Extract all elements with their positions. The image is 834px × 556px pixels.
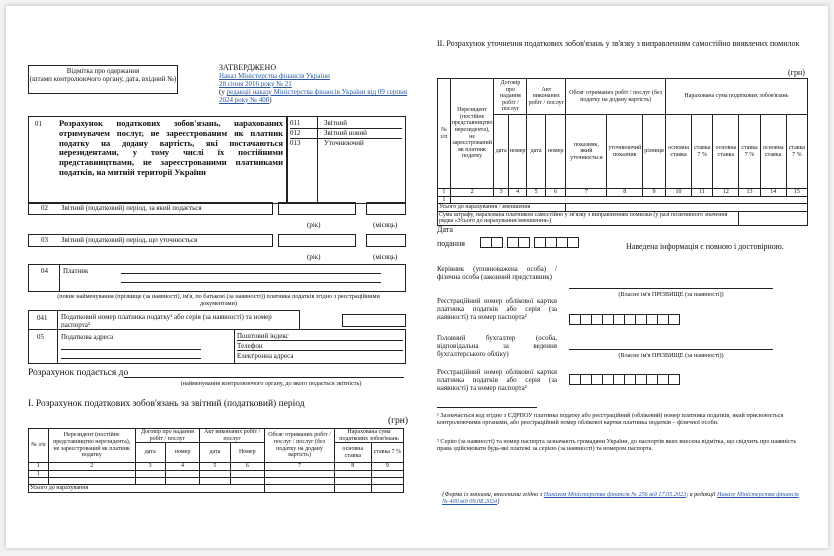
accountant-reg-number-input[interactable] xyxy=(569,372,679,390)
row-03-year-input[interactable] xyxy=(278,234,356,247)
row-03-month-input[interactable] xyxy=(366,234,406,247)
accountant-name-line[interactable] xyxy=(569,349,773,350)
s2-total-cells[interactable] xyxy=(566,204,808,212)
row-04-code: 04 xyxy=(41,267,48,275)
row-03-label: Звітний (податковий) період, що уточнюється xyxy=(61,236,198,244)
row-02-label: Звітний (податковий) період, за який подається xyxy=(61,204,202,212)
form-note-link-1[interactable]: Наказом Міністерства фінансів № 256 від 17.05.2023 xyxy=(543,491,687,498)
s1-num-4: 4 xyxy=(165,463,199,471)
section-2-currency: (грн) xyxy=(788,68,805,77)
address-line-1[interactable] xyxy=(61,349,201,350)
s2-num-2: 2 xyxy=(450,189,494,197)
s1-row-2-cell[interactable] xyxy=(135,478,165,485)
confirmation-text: Наведена інформація є повною і достовірною. xyxy=(626,242,784,251)
type-label-013: Уточнюючий xyxy=(324,139,364,147)
s2-fine-label: Сума штрафу, нарахована платником самостійно у зв'язку з виправленням помилки (у разі позитивного значення рядка «Усього до нарахування/зменшення») xyxy=(438,211,739,225)
s2-row-1-n: 1 xyxy=(438,196,451,204)
accountant-reg-label: Реєстраційний номер облікової картки платника податків або серія (за наявності) та номер паспорта² xyxy=(437,368,557,392)
section-2-table xyxy=(437,78,808,226)
form-sheet xyxy=(6,6,828,548)
s1-total-rate7[interactable] xyxy=(371,485,403,493)
form-note-mid: ; в редакції xyxy=(686,491,717,498)
s1-num-5: 5 xyxy=(200,463,230,471)
s1-row-1-n: 1 xyxy=(29,470,49,478)
form-title: Розрахунок податкових зобов'язань, нарахованих отримувачем послуг, не зареєстрованим як платник податку на додану вартість, які постачаються нерезидентами, у тому числі їх постійними представництвами, не зареєстрованими платниками податків, на митній території України xyxy=(59,118,283,177)
s2-num-14: 14 xyxy=(760,189,786,197)
s1-row-1-cell[interactable] xyxy=(135,470,165,478)
s1-row-1-cell[interactable] xyxy=(265,470,335,478)
s2-fine-value[interactable] xyxy=(739,211,808,225)
accountant-name-caption: (Власне ім'я ПРІЗВИЩЕ (за наявності)) xyxy=(618,352,724,359)
s2-num-9: 9 xyxy=(643,189,666,197)
form-note-suffix: } xyxy=(497,498,500,505)
s1-head-number: номер xyxy=(165,443,199,463)
submitted-to-note: (найменування контролюючого органу, до якого подається звітність) xyxy=(180,380,362,387)
s1-row-2-cell[interactable] xyxy=(230,478,264,485)
s1-row-1-cell[interactable] xyxy=(200,470,230,478)
s2-head-diff: різниця xyxy=(643,115,666,189)
s1-num-7: 7 xyxy=(265,463,335,471)
s1-row-2-cell[interactable] xyxy=(29,478,49,485)
s2-head-date: дата xyxy=(494,115,508,189)
s1-head-base: основна ставка xyxy=(335,443,372,463)
row-041 xyxy=(28,310,300,330)
submission-date-input[interactable]: . . xyxy=(480,235,578,253)
row-03-month-caption: (місяць) xyxy=(373,253,398,261)
row-04-note: (повне найменування (прізвище (за наявності), ім'я, по батькові (за наявності)) платника податків згідно з реєстраційними документами) xyxy=(57,293,380,307)
s1-head-number2: Номер xyxy=(230,443,264,463)
s2-head-volume: Обсяг отриманих робіт / послуг (без податку на додану вартість) xyxy=(566,79,665,115)
s2-num-1: 1 xyxy=(438,189,451,197)
s2-head-nonres: Нерезидент (постійне представництво нерезидента), не зареєстрований як платник податку xyxy=(450,79,494,189)
s1-row-1-cell[interactable] xyxy=(165,470,199,478)
order-link[interactable]: Наказ Міністерства фінансів України xyxy=(219,72,330,80)
row-02-code: 02 xyxy=(41,204,48,212)
s2-num-6: 6 xyxy=(545,189,566,197)
s1-row-2-cell[interactable] xyxy=(265,478,335,485)
row-03-year-caption: (рік) xyxy=(307,253,321,261)
payer-name-line-1[interactable] xyxy=(121,273,381,274)
s1-num-9: 9 xyxy=(371,463,403,471)
section-2-title: ІІ. Розрахунок уточнення податкових зобов'язань у зв'язку з виправленням самостійно виявлених помилок xyxy=(437,39,800,48)
type-code-013: 013 xyxy=(290,139,301,147)
s2-head-clar: уточнюючий показник xyxy=(607,115,643,189)
s2-head-date2: дата xyxy=(527,115,545,189)
payer-name-line-2[interactable] xyxy=(121,282,381,283)
s1-row-1-cell[interactable] xyxy=(371,470,403,478)
s2-num-11: 11 xyxy=(692,189,713,197)
row-05 xyxy=(28,329,406,364)
type-label-012: Звітний новий xyxy=(324,129,367,137)
address-line-2[interactable] xyxy=(61,358,201,359)
email-field[interactable]: Електронна адреса xyxy=(237,352,294,360)
row-03-code: 03 xyxy=(41,236,48,244)
row-03 xyxy=(28,234,273,247)
postal-index-field[interactable]: Поштовий індекс xyxy=(237,332,403,341)
s1-head-act: Акт виконаних робіт / послуг xyxy=(200,429,265,443)
report-type-box xyxy=(286,116,406,204)
footnote-1: ¹ Зазначається код згідно з ЄДРПОУ платника податку або реєстраційний (обліковий) номер платника податків, який присвоюється контролюючими органами, або реєстраційний номер облікової картки платника податків – фізичної особи. xyxy=(437,412,784,426)
form-note-link-2[interactable]: Наказу Міністерства фінансів № 400 від 09.08.2024 xyxy=(442,491,799,505)
s2-head-n: № з/п xyxy=(438,79,451,189)
s1-head-tax: Нарахована сума податкових зобов'язань xyxy=(335,429,404,443)
head-label: Керівник (уповноважена особа) / фізична особа (законний представник) xyxy=(437,265,557,281)
s1-row-2-cell[interactable] xyxy=(335,478,372,485)
form-title-box xyxy=(28,116,288,204)
s2-num-13: 13 xyxy=(739,189,760,197)
s2-head-act: Акт виконаних робіт / послуг xyxy=(527,79,566,115)
s1-num-6: 6 xyxy=(230,463,264,471)
receipt-stamp-box: Відмітка про одержання (штамп контролюючого органу, дата, вхідний №) xyxy=(28,65,178,94)
row-04 xyxy=(28,264,406,292)
s2-num-5: 5 xyxy=(527,189,545,197)
footnote-2: ² Серію (за наявності) та номер паспорта зазначають громадяни України, до паспортів яких внесена відмітка, що свідчить про наявність права здійснювати будь-які платежі за серією (за наявності) та номером паспорта. xyxy=(437,438,797,452)
s2-num-15: 15 xyxy=(786,189,807,197)
s2-row-1-cells[interactable] xyxy=(450,196,807,204)
s1-row-1-cell[interactable] xyxy=(48,470,135,478)
s1-row-1-cell[interactable] xyxy=(335,470,372,478)
approval-block xyxy=(219,63,409,104)
phone-field[interactable]: Телефон xyxy=(237,342,403,351)
s1-row-2-cell[interactable] xyxy=(48,478,135,485)
head-reg-number-input[interactable] xyxy=(569,312,679,330)
order-date-link[interactable]: 28 січня 2016 року № 21 xyxy=(219,80,292,88)
edit-prefix: (у xyxy=(219,88,227,96)
s1-total-volume[interactable] xyxy=(265,485,335,493)
row-041-label: Податковий номер платника податку¹ або серія (за наявності) та номер паспорта² xyxy=(61,313,272,329)
s2-head-shown: показник, який уточнюється xyxy=(566,115,607,189)
s1-total-label: Усього до нарахування xyxy=(29,485,265,493)
s1-head-date: дата xyxy=(135,443,165,463)
form-note-prefix: {Форма із змінами, внесеними згідно з xyxy=(442,491,544,498)
row-code-01: 01 xyxy=(35,120,42,128)
s2-head-r7-3: ставка 7 % xyxy=(786,115,807,189)
s2-head-contract: Договір про надання робіт / послуг xyxy=(494,79,527,115)
approved-title: ЗАТВЕРДЖЕНО xyxy=(219,63,277,72)
s2-num-8: 8 xyxy=(607,189,643,197)
s1-row-2-cell[interactable] xyxy=(371,478,403,485)
row-02 xyxy=(28,202,273,215)
head-name-caption: (Власне ім'я ПРІЗВИЩЕ (за наявності)) xyxy=(618,291,724,298)
s2-head-tax: Нарахована сума податкових зобов'язань xyxy=(665,79,807,115)
head-name-line[interactable] xyxy=(569,288,773,289)
s2-num-3: 3 xyxy=(494,189,508,197)
s2-head-number2: номер xyxy=(545,115,566,189)
footnote-divider xyxy=(437,407,537,408)
section-1-title: І. Розрахунок податкових зобов'язань за звітний (податковий) період xyxy=(28,399,305,409)
accountant-label: Головний бухгалтер (особа, відповідальна за ведення бухгалтерського обліку) xyxy=(437,334,557,358)
s1-head-volume: Обсяг отриманих робіт / послуг / послуг (без податку на додану вартість) xyxy=(265,429,335,463)
form-amendment-note xyxy=(442,491,804,505)
date-label: Дата xyxy=(437,225,453,234)
edit-order-link[interactable]: редакції наказу Міністерства фінансів України від 09 серпня 2024 року № 400 xyxy=(219,88,408,104)
submitted-to-line[interactable] xyxy=(124,377,404,378)
s2-head-r7-2: ставка 7 % xyxy=(739,115,760,189)
row-041-code: 041 xyxy=(37,314,48,322)
s2-head-base-2: основна ставка xyxy=(713,115,739,189)
type-label-011: Звітний xyxy=(324,119,348,127)
s1-head-rate7: ставка 7 % xyxy=(371,443,403,463)
tax-number-input[interactable] xyxy=(342,314,406,327)
type-code-012: 012 xyxy=(290,129,301,137)
s1-head-date2: дата xyxy=(200,443,230,463)
s1-num-3: 3 xyxy=(135,463,165,471)
submission-label: подання xyxy=(437,239,465,248)
type-code-011: 011 xyxy=(290,119,301,127)
s1-num-1: 1 xyxy=(29,463,49,471)
s1-row-2-cell[interactable] xyxy=(165,478,199,485)
row-05-label: Податкова адреса xyxy=(61,333,114,341)
s1-total-base[interactable] xyxy=(335,485,372,493)
s1-num-2: 2 xyxy=(48,463,135,471)
row-04-label: Платник xyxy=(63,267,89,275)
s2-head-r7-1: ставка 7 % xyxy=(692,115,713,189)
section-1-table xyxy=(28,428,404,493)
head-reg-label: Реєстраційний номер облікової картки платника податків або серія (за наявності) та номер паспорта² xyxy=(437,297,557,321)
s2-head-base-1: основна ставка xyxy=(665,115,691,189)
s1-row-1-cell[interactable] xyxy=(230,470,264,478)
s1-head-contract: Договір про надання робіт / послуг xyxy=(135,429,200,443)
edit-suffix: ) xyxy=(269,96,272,104)
s2-num-12: 12 xyxy=(713,189,739,197)
section-1-currency: (грн) xyxy=(388,416,409,426)
s1-head-n: № з/п xyxy=(29,429,49,463)
s1-row-2-cell[interactable] xyxy=(200,478,230,485)
s2-head-number: номер xyxy=(508,115,527,189)
row-02-month-caption: (місяць) xyxy=(373,221,398,229)
s1-num-8: 8 xyxy=(335,463,372,471)
s2-num-4: 4 xyxy=(508,189,527,197)
s2-head-base-3: основна ставка xyxy=(760,115,786,189)
row-02-year-caption: (рік) xyxy=(307,221,321,229)
s2-total-label: Усього до нарахування / зменшення xyxy=(438,204,566,212)
s1-head-nonres: Нерезидент (постійне представництво нерезидента), не зареєстрований як платник податку xyxy=(48,429,135,463)
row-02-year-input[interactable] xyxy=(278,202,356,215)
row-05-code: 05 xyxy=(37,333,44,341)
row-02-month-input[interactable] xyxy=(366,202,406,215)
s2-num-10: 10 xyxy=(665,189,691,197)
submitted-to-label: Розрахунок подається до xyxy=(28,368,129,378)
s2-num-7: 7 xyxy=(566,189,607,197)
